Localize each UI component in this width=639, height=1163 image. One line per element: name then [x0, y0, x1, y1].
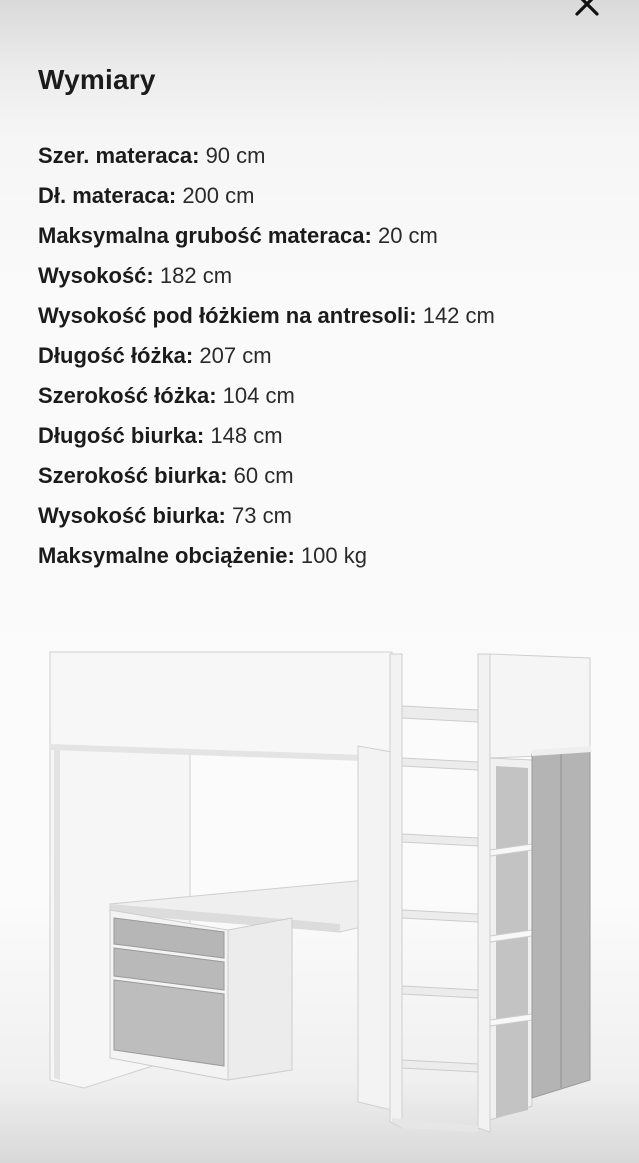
spec-label: Szerokość biurka:: [38, 463, 228, 488]
close-icon[interactable]: [573, 0, 601, 18]
spec-row-bed-width: [38, 379, 495, 419]
spec-label: Wysokość:: [38, 263, 154, 288]
spec-value: 100 kg: [300, 543, 367, 568]
spec-row-under-bed-height: [38, 299, 495, 339]
spec-value: 142 cm: [422, 303, 495, 328]
spec-row-desk-height: [38, 499, 495, 539]
spec-row-desk-width: [38, 459, 495, 499]
spec-label: Szerokość łóżka:: [38, 383, 217, 408]
dimensions-list: [38, 139, 495, 579]
spec-value: 90 cm: [205, 143, 266, 168]
spec-label: Szer. materaca:: [38, 143, 200, 168]
spec-row-mattress-width: [38, 139, 495, 179]
spec-row-max-load: [38, 539, 495, 579]
spec-label: Długość biurka:: [38, 423, 205, 448]
close-button[interactable]: [569, 0, 605, 22]
page-title: Wymiary: [38, 64, 156, 95]
spec-label: Wysokość biurka:: [38, 503, 226, 528]
spec-value: 182 cm: [159, 263, 233, 288]
spec-label: Wysokość pod łóżkiem na antresoli:: [38, 303, 417, 328]
spec-row-desk-length: [38, 419, 495, 459]
spec-label: Maksymalne obciążenie:: [38, 543, 295, 568]
spec-label: Długość łóżka:: [38, 343, 194, 368]
spec-value: 60 cm: [233, 463, 294, 488]
spec-row-mattress-length: [38, 179, 495, 219]
spec-value: 207 cm: [199, 343, 272, 368]
spec-value: 148 cm: [210, 423, 283, 448]
spec-label: Dł. materaca:: [38, 183, 177, 208]
spec-row-height: [38, 259, 495, 299]
spec-label: Maksymalna grubość materaca:: [38, 223, 372, 248]
spec-value: 200 cm: [182, 183, 255, 208]
spec-row-bed-length: [38, 339, 495, 379]
spec-value: 104 cm: [222, 383, 295, 408]
spec-value: 20 cm: [377, 223, 438, 248]
spec-row-mattress-thickness: [38, 219, 495, 259]
loft-bed-image: [40, 640, 610, 1155]
spec-value: 73 cm: [232, 503, 292, 528]
